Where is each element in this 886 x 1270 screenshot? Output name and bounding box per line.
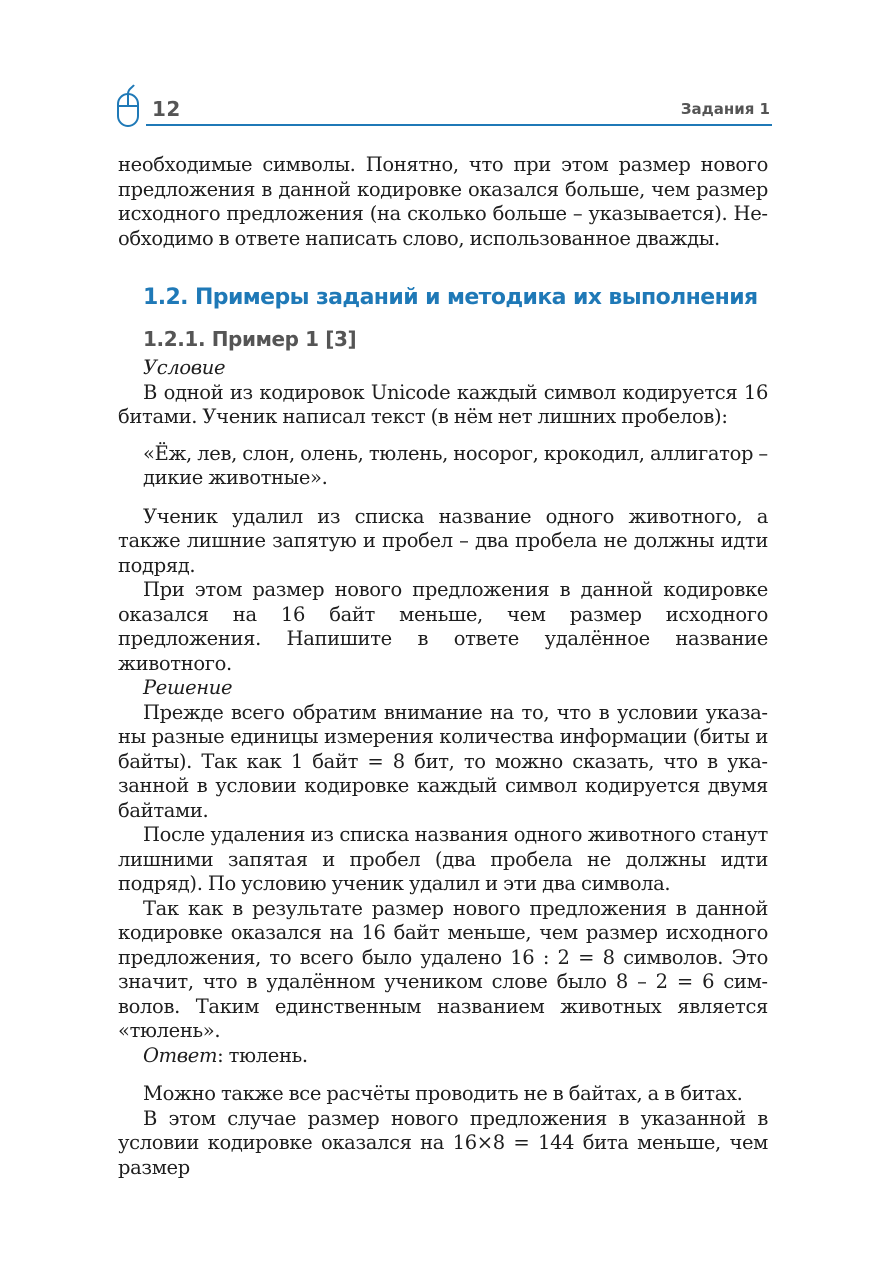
solution-label: Решение xyxy=(143,676,233,699)
running-head: Задания 1 xyxy=(680,100,770,118)
solution-paragraph-1: Прежде всего обратим внимание на то, что в условии указаны разные единицы измерения количества информации (биты и байты). Так как 1 байт = 8 бит, то можно сказать, что в указанной в условии кодировке каждый символ кодируется двумя байтами. xyxy=(118,700,768,822)
answer-label: Ответ xyxy=(143,1043,218,1067)
mouse-icon xyxy=(116,84,142,128)
task-paragraph-1: Ученик удалил из списка название одного животного, а также лишние запятую и пробел – два пробела не должны идти подряд. xyxy=(118,504,768,577)
alternative-paragraph-2: В этом случае размер нового предложения в указанной в условии кодировке оказался на 16×8 = 144 бита меньше, чем размер xyxy=(118,1106,768,1179)
page-content xyxy=(118,153,768,1180)
section-heading: 1.2. Примеры заданий и методика их выполнения xyxy=(143,285,758,310)
subsection-heading: 1.2.1. Пример 1 [3] xyxy=(143,327,357,351)
header-rule xyxy=(146,124,772,126)
intro-paragraph: необходимые символы. Понятно, что при этом размер нового предложения в данной кодировке оказался больше, чем размер исходного предложения (на сколько больше – указывается). Необходимо в ответе написать слово, использованное дважды. xyxy=(118,153,768,250)
condition-label: Условие xyxy=(143,356,226,379)
page-header xyxy=(112,80,770,130)
solution-paragraph-2: После удаления из списка названия одного животного станут лишними запятая и пробел (два пробела не должны идти подряд). По условию ученик удалил и эти два символа. xyxy=(118,823,768,895)
answer-text: : тюлень. xyxy=(217,1043,308,1067)
answer-line xyxy=(118,1044,768,1069)
alternative-paragraph-1: Можно также все расчёты проводить не в байтах, а в битах. xyxy=(143,1082,743,1105)
task-paragraph-2: При этом размер нового предложения в данной кодировке оказался на 16 байт меньше, чем размер исходного предложения. Напишите в ответе удалённое название животного. xyxy=(118,578,768,675)
quoted-sentence: «Ёж, лев, слон, олень, тюлень, носорог, крокодил, аллигатор – дикие животные». xyxy=(143,441,768,489)
page-number: 12 xyxy=(152,97,181,121)
condition-paragraph: В одной из кодировок Unicode каждый символ кодируется 16 битами. Ученик написал текст (в нём нет лишних пробелов): xyxy=(118,380,768,428)
solution-paragraph-3: Так как в результате размер нового предложения в данной кодировке оказался на 16 байт меньше, чем размер исходного предложения, то всего было удалено 16 : 2 = 8 символов. Это значит, что в удалённом учеником слове было 8 – 2 = 6 символов. Таким единственным названием животных является «тюлень». xyxy=(118,896,768,1042)
